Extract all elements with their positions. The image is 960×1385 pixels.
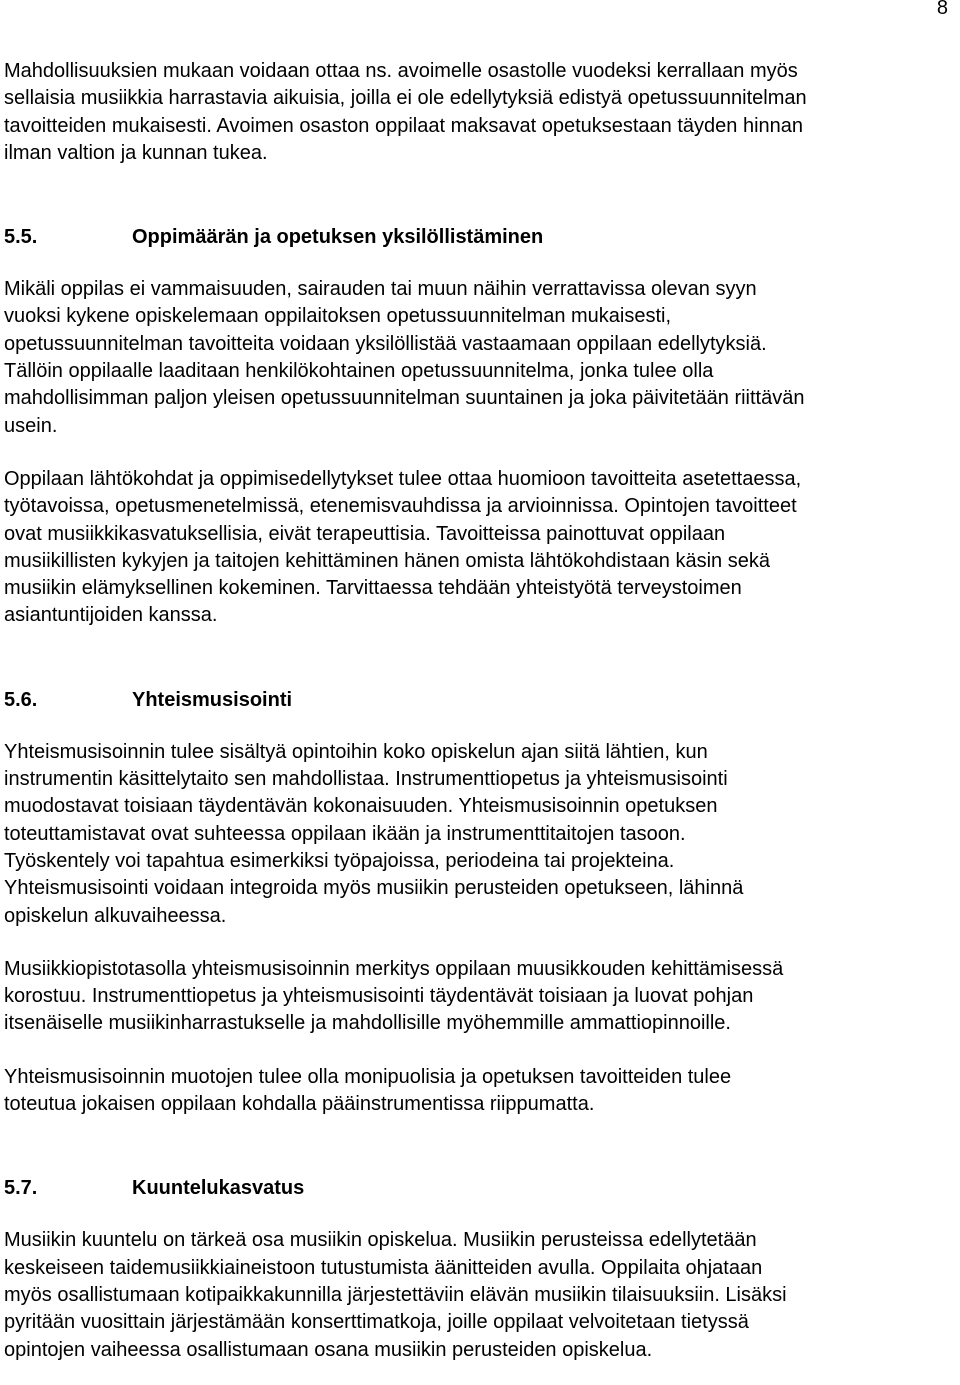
section-title: Kuuntelukasvatus bbox=[132, 1177, 305, 1200]
text-line: Yhteismusisointi voidaan integroida myös musiikin perusteiden opetukseen, lähinnä bbox=[4, 877, 744, 900]
text-line: toteutua jokaisen oppilaan kohdalla pääinstrumentissa riippumatta. bbox=[4, 1093, 595, 1116]
text-line: Musiikkiopistotasolla yhteismusisoinnin merkitys oppilaan muusikkouden kehittämisessä bbox=[4, 957, 784, 980]
text-line: instrumentin käsittelytaito sen mahdollistaa. Instrumenttiopetus ja yhteismusisointi bbox=[4, 768, 728, 791]
text-line: Tällöin oppilaalle laaditaan henkilökohtainen opetussuunnitelma, jonka tulee olla bbox=[4, 360, 714, 383]
text-line: toteuttamistavat ovat suhteessa oppilaan ikään ja instrumenttitaitojen tasoon. bbox=[4, 822, 686, 845]
section-heading-5-7 bbox=[4, 1175, 954, 1202]
intro-paragraph bbox=[4, 58, 954, 167]
section-5-5-paragraph-2 bbox=[4, 466, 954, 630]
page-number: 8 bbox=[936, 0, 948, 19]
text-line: mahdollisimman paljon yleisen opetussuunnitelman suuntainen ja joka päivitetään riittävän bbox=[4, 387, 805, 410]
text-line: opintojen vaiheessa osallistumaan osana musiikin perusteiden opiskelua. bbox=[4, 1338, 653, 1361]
section-title: Yhteismusisointi bbox=[132, 688, 293, 711]
text-line: musiikin elämyksellinen kokeminen. Tarvittaessa tehdään yhteistyötä terveystoimen bbox=[4, 577, 742, 600]
text-line: tavoitteiden mukaisesti. Avoimen osaston oppilaat maksavat opetuksestaan täyden hinnan bbox=[4, 114, 804, 137]
text-line: asiantuntijoiden kanssa. bbox=[4, 604, 218, 627]
text-line: itsenäiselle musiikinharrastukselle ja mahdollisille myöhemmille ammattiopinnoille. bbox=[4, 1012, 731, 1035]
section-5-6-paragraph-1 bbox=[4, 739, 954, 930]
section-number: 5.7. bbox=[4, 1177, 38, 1200]
text-line: ilman valtion ja kunnan tukea. bbox=[4, 141, 268, 164]
text-line: Työskentely voi tapahtua esimerkiksi työpajoissa, periodeina tai projekteina. bbox=[4, 849, 675, 872]
text-line: opetussuunnitelman tavoitteita voidaan yksilöllistää vastaamaan oppilaan edellytyksiä. bbox=[4, 332, 767, 355]
text-line: Yhteismusisoinnin tulee sisältyä opintoihin koko opiskelun ajan siitä lähtien, kun bbox=[4, 740, 708, 763]
text-line: vuoksi kykene opiskelemaan oppilaitoksen opetussuunnitelman mukaisesti, bbox=[4, 305, 672, 328]
section-5-7-paragraph-1 bbox=[4, 1227, 954, 1363]
section-heading-5-6 bbox=[4, 687, 954, 714]
text-line: Yhteismusisoinnin muotojen tulee olla monipuolisia ja opetuksen tavoitteiden tulee bbox=[4, 1065, 732, 1088]
text-line: Mahdollisuuksien mukaan voidaan ottaa ns. avoimelle osastolle vuodeksi kerrallaan myös bbox=[4, 60, 798, 82]
section-heading-5-5 bbox=[4, 224, 954, 251]
text-line: usein. bbox=[4, 414, 58, 437]
section-5-6-paragraph-3 bbox=[4, 1064, 954, 1119]
text-line: sellaisia musiikkia harrastavia aikuisia, joilla ei ole edellytyksiä edistyä opetussuunnitelman bbox=[4, 87, 807, 110]
text-line: keskeiseen taidemusiikkiaineistoon tutustumista äänitteiden avulla. Oppilaita ohjataan bbox=[4, 1256, 763, 1279]
section-5-5-paragraph-1 bbox=[4, 276, 954, 440]
text-line: myös osallistumaan kotipaikkakunnilla järjestettäviin elävän musiikin tilaisuuksiin. Lisäksi bbox=[4, 1283, 787, 1306]
page-content bbox=[4, 58, 954, 1364]
text-line: opiskelun alkuvaiheessa. bbox=[4, 904, 227, 927]
text-line: Musiikin kuuntelu on tärkeä osa musiikin opiskelua. Musiikin perusteissa edellytetään bbox=[4, 1229, 757, 1252]
text-line: korostuu. Instrumenttiopetus ja yhteismusisointi täydentävät toisiaan ja luovat pohjan bbox=[4, 985, 754, 1008]
text-line: muodostavat toisiaan täydentävän kokonaisuuden. Yhteismusisoinnin opetuksen bbox=[4, 795, 718, 818]
section-5-6-paragraph-2 bbox=[4, 956, 954, 1038]
text-line: työtavoissa, opetusmenetelmissä, etenemisvauhdissa ja arvioinnissa. Opintojen tavoitteet bbox=[4, 495, 797, 518]
section-number: 5.5. bbox=[4, 226, 38, 249]
section-number: 5.6. bbox=[4, 688, 38, 711]
text-line: musiikillisten kykyjen ja taitojen kehittäminen hänen omista lähtökohdistaan käsin sekä bbox=[4, 549, 770, 572]
text-line: Oppilaan lähtökohdat ja oppimisedellytykset tulee ottaa huomioon tavoitteita asetettaessa, bbox=[4, 467, 802, 490]
text-line: pyritään vuosittain järjestämään konserttimatkoja, joille oppilaat velvoitetaan tietyssä bbox=[4, 1311, 749, 1334]
text-line: ovat musiikkikasvatuksellisia, eivät terapeuttisia. Tavoitteissa painottuvat oppilaan bbox=[4, 522, 726, 545]
text-line: Mikäli oppilas ei vammaisuuden, sairauden tai muun näihin verrattavissa olevan syyn bbox=[4, 278, 757, 301]
section-title: Oppimäärän ja opetuksen yksilöllistäminen bbox=[132, 226, 544, 249]
